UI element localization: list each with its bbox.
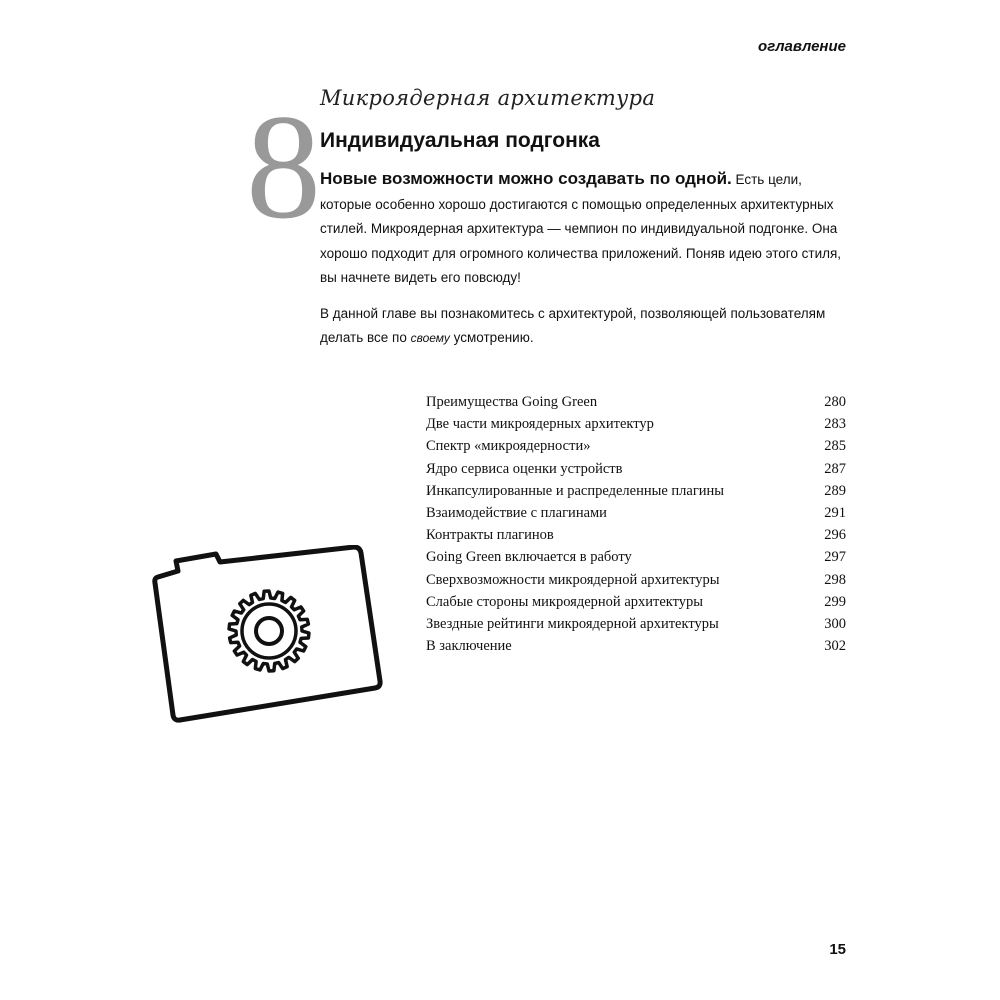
toc-entry-title: Спектр «микроядерности» <box>426 438 591 455</box>
toc-entry-title: Звездные рейтинги микроядерной архитектуры <box>426 615 719 632</box>
chapter-label: Микроядерная архитектура <box>320 86 656 110</box>
table-of-contents <box>426 391 846 657</box>
toc-entry-title: В заключение <box>426 638 512 655</box>
toc-entry-title: Две части микроядерных архитектур <box>426 416 654 433</box>
toc-entry[interactable] <box>426 613 846 635</box>
chapter-title: Индивидуальная подгонка <box>320 129 600 152</box>
toc-entry-page: 299 <box>824 593 846 610</box>
toc-entry[interactable] <box>426 435 846 457</box>
toc-entry[interactable] <box>426 546 846 568</box>
intro-paragraph-1 <box>320 167 850 291</box>
chapter-number: 8 <box>246 84 321 250</box>
toc-entry-title: Инкапсулированные и распределенные плагины <box>426 482 725 499</box>
toc-entry[interactable] <box>426 569 846 591</box>
toc-entry-page: 300 <box>824 615 846 632</box>
toc-entry[interactable] <box>426 635 846 657</box>
chapter-intro <box>320 167 850 351</box>
gear-icon <box>229 591 309 671</box>
toc-entry[interactable] <box>426 458 846 480</box>
toc-entry[interactable] <box>426 391 846 413</box>
toc-entry-page: 291 <box>824 504 846 521</box>
intro-paragraph-2 <box>320 302 850 351</box>
toc-entry-title: Сверхвозможности микроядерной архитектуры <box>426 571 720 588</box>
plugin-gear-icon <box>150 545 390 725</box>
toc-entry-page: 302 <box>824 638 846 655</box>
toc-entry-title: Преимущества Going Green <box>426 394 598 410</box>
toc-entry[interactable] <box>426 524 846 546</box>
running-head: оглавление <box>758 38 846 55</box>
toc-entry-page: 289 <box>824 482 846 499</box>
toc-entry[interactable] <box>426 591 846 613</box>
intro-lead: Новые возможности можно создавать по одной. <box>320 169 732 188</box>
toc-entry[interactable] <box>426 413 846 435</box>
toc-entry-page: 285 <box>824 438 846 455</box>
toc-entry-title: Взаимодействие с плагинами <box>426 504 607 521</box>
toc-entry-title: Слабые стороны микроядерной архитектуры <box>426 593 704 610</box>
intro-emphasis: своему <box>410 331 450 345</box>
toc-entry-page: 296 <box>824 527 846 544</box>
intro-paragraph-2-text: В данной главе вы познакомитесь с архитектурой, позволяющей пользователям делать все по <box>320 305 826 345</box>
toc-entry-title: Going Green включается в работу <box>426 549 632 566</box>
page-number: 15 <box>829 941 846 958</box>
toc-entry-page: 287 <box>824 460 846 477</box>
intro-paragraph-1-text: Есть цели, которые особенно хорошо достигаются с помощью определенных архитектурных стилей. Микроядерная архитектура — чемпион по индивидуальной подгонке. Она хорошо подходит для огромного количества приложений. Поняв идею этого стиля, вы начнете видеть его повсюду! <box>320 172 842 285</box>
toc-entry-page: 280 <box>824 394 846 410</box>
toc-entry-page: 298 <box>824 571 846 588</box>
toc-entry-title: Ядро сервиса оценки устройств <box>426 460 623 477</box>
toc-entry[interactable] <box>426 480 846 502</box>
toc-entry-page: 283 <box>824 416 846 433</box>
intro-paragraph-2-end: усмотрению. <box>449 330 534 345</box>
toc-entry-page: 297 <box>824 549 846 566</box>
toc-entry[interactable] <box>426 502 846 524</box>
toc-entry-title: Контракты плагинов <box>426 527 554 544</box>
